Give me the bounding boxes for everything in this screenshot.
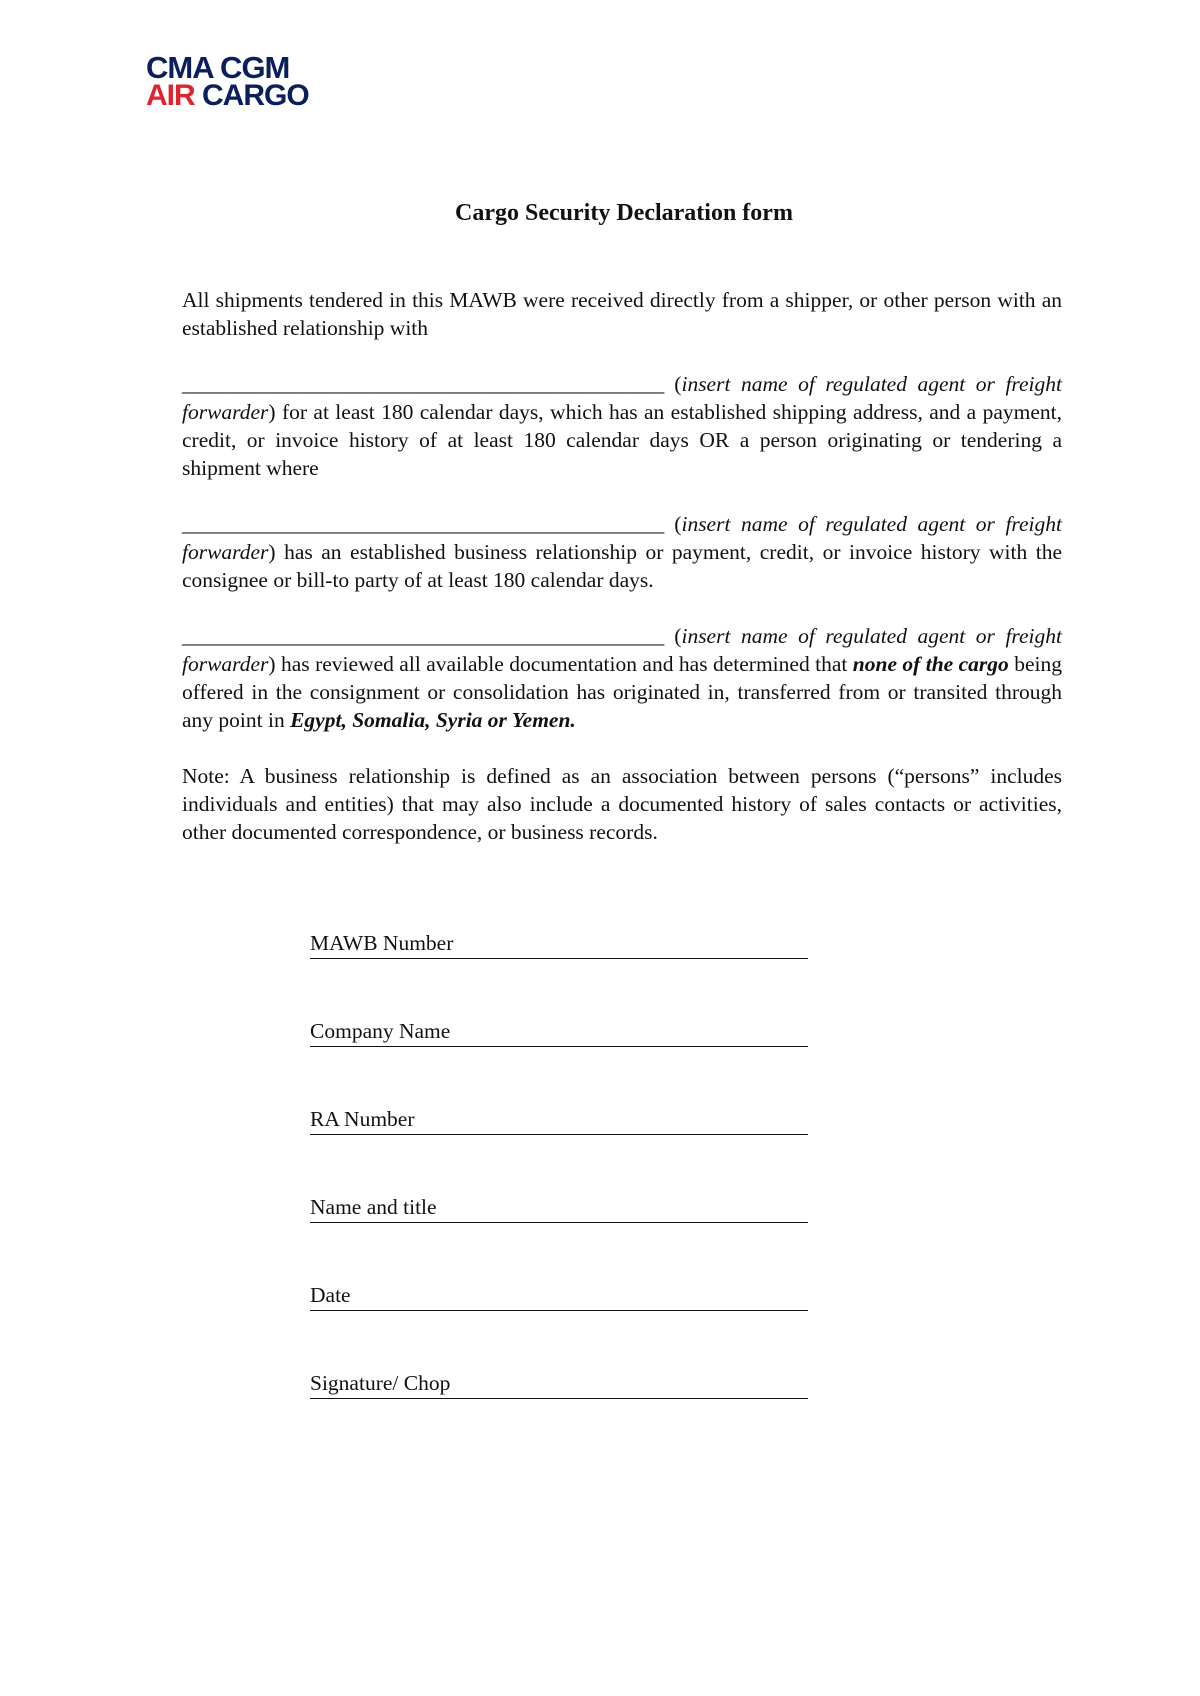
paren-open: ( <box>674 372 682 396</box>
signature-label: Signature/ Chop <box>310 1369 808 1399</box>
insert-instruction: insert name of regulated agent or freight forwarder <box>182 372 1062 424</box>
mawb-number-label: MAWB Number <box>310 929 808 959</box>
insert-instruction: insert name of regulated agent or freight forwarder <box>182 624 1062 676</box>
paragraph-1: All shipments tendered in this MAWB were received directly from a shipper, or other person with an established relationship with <box>182 288 1062 340</box>
company-name-field[interactable] <box>310 1017 808 1105</box>
name-title-label: Name and title <box>310 1193 808 1223</box>
blank-line: _______________________________________________ <box>182 372 664 396</box>
paren-open: ( <box>674 512 682 536</box>
paragraph-2 <box>182 370 1062 482</box>
insert-instruction: insert name of regulated agent or freight forwarder <box>182 512 1062 564</box>
blank-line: _______________________________________________ <box>182 624 664 648</box>
ra-number-field[interactable] <box>310 1105 808 1193</box>
date-label: Date <box>310 1281 808 1311</box>
blank-line: _______________________________________________ <box>182 512 664 536</box>
emphasis-none-of-cargo: none of the cargo <box>852 652 1009 676</box>
logo-line-1: CMA CGM <box>146 50 290 85</box>
declaration-body <box>182 286 1062 874</box>
logo-air: AIR <box>146 79 195 112</box>
paragraph-4-text-2: being offered in the consignment or consolidation has originated in, transferred from or transited through any point in <box>182 652 1063 732</box>
emphasis-countries: Egypt, Somalia, Syria or Yemen. <box>290 708 576 732</box>
ra-number-label: RA Number <box>310 1105 808 1135</box>
company-logo <box>146 50 316 112</box>
mawb-number-field[interactable] <box>310 929 808 1017</box>
logo-line-2 <box>146 79 316 112</box>
paragraph-2-text: for at least 180 calendar days, which has an established shipping address, and a payment, credit, or invoice history of at least 180 calendar days OR a person originating or tendering a shipment where <box>182 400 1062 480</box>
signature-fields <box>310 929 808 1457</box>
date-field[interactable] <box>310 1281 808 1369</box>
paragraph-4 <box>182 622 1062 734</box>
paragraph-3 <box>182 510 1062 594</box>
paren-close: ) <box>268 652 276 676</box>
paren-close: ) <box>268 400 276 424</box>
paragraph-4-text-1: has reviewed all available documentation and has determined that <box>275 652 853 676</box>
page-title: Cargo Security Declaration form <box>455 200 793 226</box>
company-name-label: Company Name <box>310 1017 808 1047</box>
name-title-field[interactable] <box>310 1193 808 1281</box>
signature-field[interactable] <box>310 1369 808 1457</box>
paren-close: ) <box>268 540 276 564</box>
logo-cargo: CARGO <box>202 79 309 112</box>
note-paragraph: Note: A business relationship is defined as an association between persons (“persons” includes individuals and entities) that may also include a documented history of sales contacts or activities, other documented correspondence, or business records. <box>182 764 1062 844</box>
paragraph-3-text: has an established business relationship or payment, credit, or invoice history with the consignee or bill-to party of at least 180 calendar days. <box>182 540 1062 592</box>
paren-open: ( <box>674 624 682 648</box>
